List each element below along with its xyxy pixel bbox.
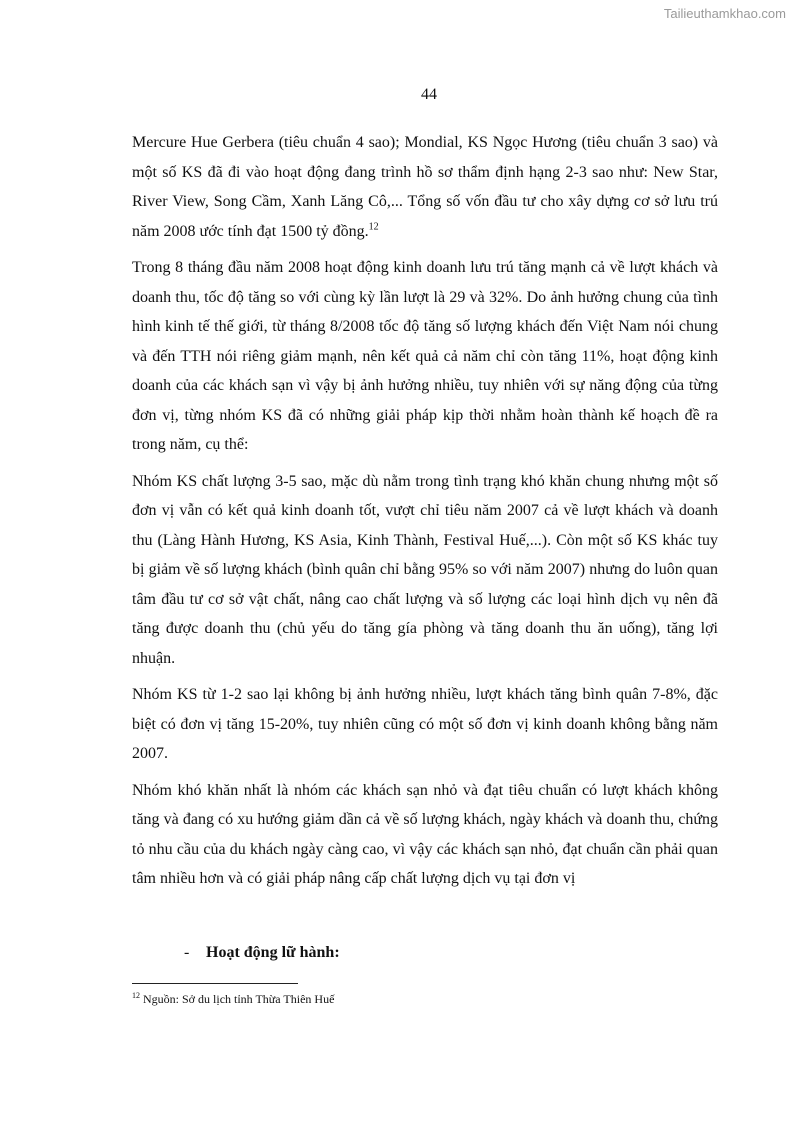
watermark-text: Tailieuthamkhao.com [663, 6, 786, 21]
paragraph-2: Trong 8 tháng đầu năm 2008 hoạt động kinh doanh lưu trú tăng mạnh cả về lượt khách và doanh thu, tốc độ tăng so với cùng kỳ lần lượt là 29 và 32%. Do ảnh hưởng chung của tình hình kinh tế thế giới, từ tháng 8/2008 tốc độ tăng số lượng khách đến Việt Nam nói chung và đến TTH nói riêng giảm mạnh, nên kết quả cả năm chỉ còn tăng 11%, hoạt động kinh doanh của các khách sạn vì vậy bị ảnh hưởng nhiều, tuy nhiên với sự năng động của từng đơn vị, từng nhóm KS đã có những giải pháp kịp thời nhằm hoàn thành kế hoạch đề ra trong năm, cụ thể: [132, 259, 718, 453]
footnote-text: Nguồn: Sở du lịch tỉnh Thừa Thiên Huế [140, 992, 335, 1006]
heading-bullet: - [184, 944, 190, 961]
heading-text: Hoạt động lữ hành: [206, 944, 340, 961]
paragraph-3: Nhóm KS chất lượng 3-5 sao, mặc dù nằm trong tình trạng khó khăn chung nhưng một số đơn vị vẫn có kết quả kinh doanh tốt, vượt chỉ tiêu năm 2007 cả về lượt khách và doanh thu (Làng Hành Hương, KS Asia, Kinh Thành, Festival Huế,...). Còn một số KS khác tuy bị giảm về số lượng khách (bình quân chỉ bằng 95% so với năm 2007) nhưng do luôn quan tâm đầu tư cơ sở vật chất, nâng cao chất lượng và số lượng các loại hình dịch vụ nên đã tăng được doanh thu (chủ yếu do tăng gía phòng và tăng doanh thu ăn uống), tăng lợi nhuận. [132, 472, 718, 667]
paragraph-5: Nhóm khó khăn nhất là nhóm các khách sạn nhỏ và đạt tiêu chuẩn có lượt khách không tăng và đang có xu hướng giảm dần cả về số lượng khách, ngày khách và doanh thu, chứng tỏ nhu cầu của du khách ngày càng cao, vì vậy các khách sạn nhỏ, đạt chuẩn cần phải quan tâm nhiều hơn và có giải pháp nâng cấp chất lượng dịch vụ tại đơn vị [132, 781, 718, 887]
paragraph-4: Nhóm KS từ 1-2 sao lại không bị ảnh hưởng nhiều, lượt khách tăng bình quân 7-8%, đặc biệt có đơn vị tăng 15-20%, tuy nhiên cũng có một số đơn vị kinh doanh không bằng năm 2007. [132, 686, 718, 762]
paragraph-1 [132, 128, 718, 246]
paragraph-1-text: Mercure Hue Gerbera (tiêu chuẩn 4 sao); Mondial, KS Ngọc Hương (tiêu chuẩn 3 sao) và một số KS đã đi vào hoạt động đang trình hồ sơ thẩm định hạng 2-3 sao như: New Star, River View, Song Cầm, Xanh Lăng Cô,... Tổng số vốn đầu tư cho xây dựng cơ sở lưu trú năm 2008 ước tính đạt 1500 tỷ đồng. [132, 134, 718, 240]
footnote-divider [132, 983, 298, 984]
footnote-reference: 12 [368, 221, 379, 233]
body-text [132, 128, 718, 901]
section-heading [184, 941, 340, 965]
footnote-number: 12 [132, 991, 140, 1000]
page-number: 44 [421, 86, 437, 103]
footnote [132, 991, 334, 1007]
